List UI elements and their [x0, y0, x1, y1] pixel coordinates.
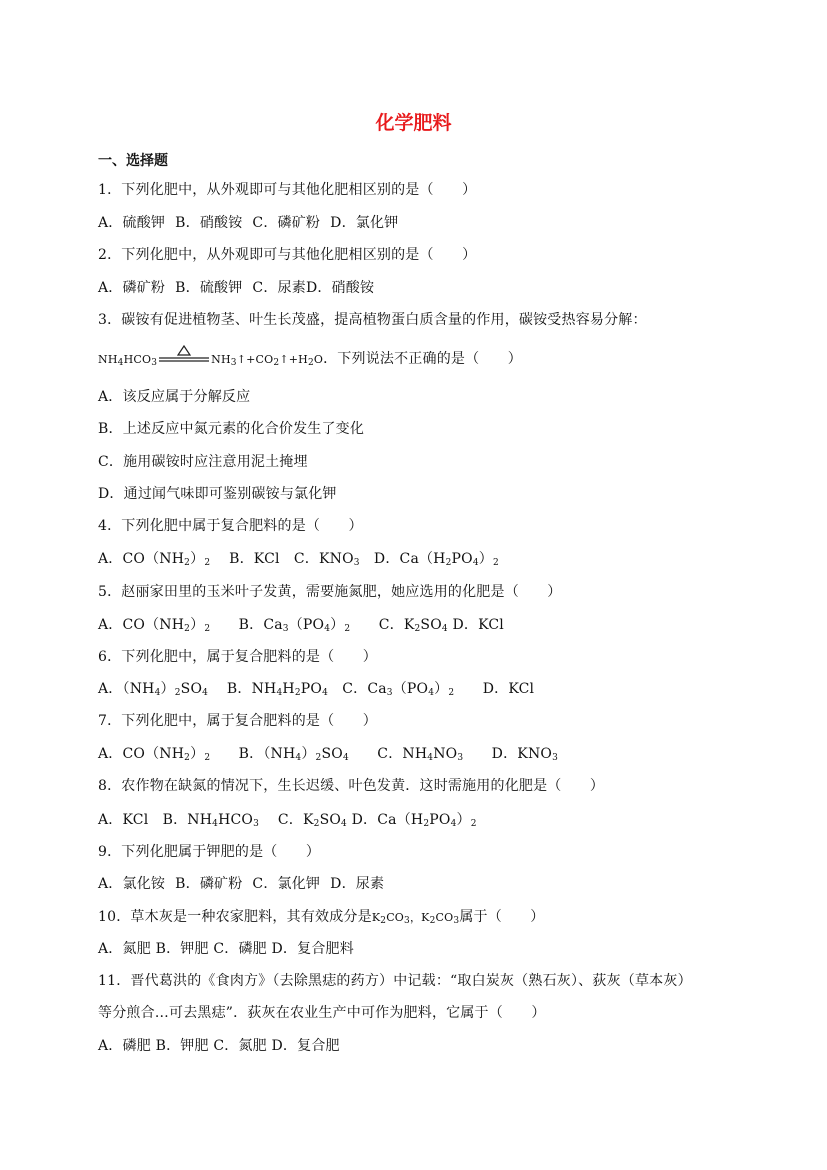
option-c: C．磷肥 [213, 941, 267, 957]
question-10-stem: 10．草木灰是一种农家肥料，其有效成分是$K_2CO_3$，$K_2CO_3$属于（ ） [98, 909, 545, 926]
question-8-stem: 8．农作物在缺氮的情况下，生长迟缓、叶色发黄．这时需施用的化肥是（ ） [98, 778, 605, 794]
question-4-options: A．$CO(NH_2)_2$ B．KCl C．$KNO_3$ D．$Ca(H_2PO_4)_2$ [98, 551, 499, 568]
option-b: B．硝酸铵 [175, 215, 243, 231]
question-3-option-b: B．上述反应中氮元素的化合价发生了变化 [98, 421, 365, 437]
question-1-options [98, 214, 398, 232]
question-8-options: A．KCl B．$NH_4HCO_3$ C．$K_2SO_4$ D．$Ca(H_2PO_4)_2$ [98, 812, 477, 829]
option-c: C．氯化钾 [252, 876, 321, 892]
question-9-options [98, 875, 384, 893]
heating-arrow-icon [157, 350, 211, 368]
question-3-option-c: C．施用碳铵时应注意用泥土掩埋 [98, 454, 308, 470]
option-a: A．磷矿粉 [98, 280, 166, 296]
page-title: 化学肥料 [375, 112, 452, 134]
question-2-options [98, 279, 374, 297]
option-c: C．磷矿粉 [252, 215, 321, 231]
question-11-stem-line-2: 等分煎合…可去黑痣”．荻灰在农业生产中可作为肥料，它属于（ ） [98, 1005, 546, 1021]
option-b: B．磷矿粉 [175, 876, 243, 892]
question-6-stem: 6．下列化肥中，属于复合肥料的是（ ） [98, 649, 377, 665]
option-d: D．复合肥料 [271, 941, 354, 957]
question-10-options [98, 940, 354, 958]
question-1-stem: 1．下列化肥中，从外观即可与其他化肥相区别的是（ ） [98, 182, 477, 198]
option-d: D．复合肥 [271, 1038, 340, 1054]
question-9-stem: 9．下列化肥属于钾肥的是（ ） [98, 844, 321, 860]
section-heading: 一、选择题 [98, 153, 168, 169]
option-d: D．氯化钾 [330, 215, 399, 231]
question-4-stem: 4．下列化肥中属于复合肥料的是（ ） [98, 518, 363, 534]
option-d: D．尿素 [330, 876, 385, 892]
question-5-options: A．$CO(NH_2)_2$ B．$Ca_3(PO_4)_2$ C．$K_2SO_4$ D．KCl [98, 617, 504, 634]
option-c: C．尿素 [252, 280, 306, 296]
question-3-equation: $NH_4HCO_3$ $NH_3↑+CO_2↑+H_2O$．下列说法不正确的是（ ） [98, 350, 522, 369]
option-b: B．钾肥 [155, 941, 209, 957]
question-2-stem: 2．下列化肥中，从外观即可与其他化肥相区别的是（ ） [98, 247, 477, 263]
question-10-stem-post: 属于（ ） [459, 909, 545, 925]
question-10-stem-pre: 10．草木灰是一种农家肥料，其有效成分是 [98, 909, 372, 925]
question-11-stem-line-1: 11．晋代葛洪的《食肉方》（去除黑痣的药方）中记载：“取白炭灰（熟石灰）、荻灰（草本灰） [98, 973, 692, 989]
question-3-option-d: D．通过闻气味即可鉴别碳铵与氯化钾 [98, 486, 337, 502]
option-a: A．磷肥 [98, 1038, 151, 1054]
question-11-options [98, 1037, 340, 1055]
option-b: B．硫酸钾 [175, 280, 243, 296]
option-a: A．氯化铵 [98, 876, 166, 892]
question-3-option-a: A．该反应属于分解反应 [98, 389, 251, 405]
question-3-stem: 3．碳铵有促进植物茎、叶生长茂盛，提高植物蛋白质含量的作用，碳铵受热容易分解： [98, 312, 647, 328]
question-3-stem-tail: ．下列说法不正确的是（ ） [323, 351, 522, 367]
question-5-stem: 5．赵丽家田里的玉米叶子发黄，需要施氮肥，她应选用的化肥是（ ） [98, 584, 562, 600]
question-7-stem: 7．下列化肥中，属于复合肥料的是（ ） [98, 713, 377, 729]
option-d: D．硝酸铵 [305, 280, 375, 296]
question-7-options: A．$CO(NH_2)_2$ B．$(NH_4)_2SO_4$ C．$NH_4NO_3$ D．$KNO_3$ [98, 746, 559, 763]
option-c: C．氮肥 [213, 1038, 267, 1054]
option-a: A．氮肥 [98, 941, 151, 957]
question-6-options: A．$(NH_4)_2SO_4$ B．$NH_4H_2PO_4$ C．$Ca_3(PO_4)_2$ D．KCl [98, 681, 535, 698]
option-b: B．钾肥 [155, 1038, 209, 1054]
option-a: A．硫酸钾 [98, 215, 166, 231]
